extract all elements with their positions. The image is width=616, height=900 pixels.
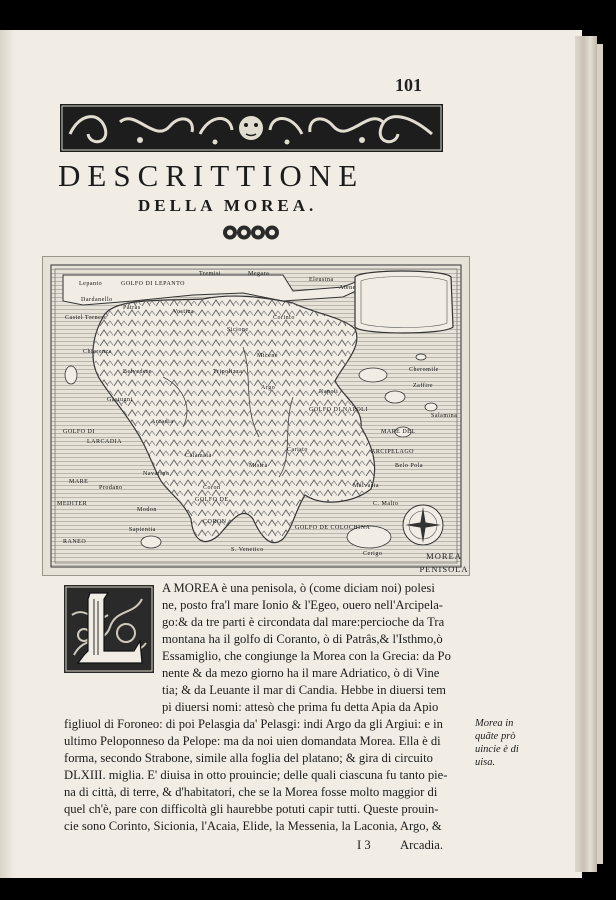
map-label: Sapientia (129, 527, 156, 533)
text-line: figliuol di Foroneo: di poi Pelasgia da' Pelasgi: indi Argo da gli Argiui: e in (64, 717, 443, 731)
map-label: Castel Tornese (65, 315, 108, 321)
map-engraving (42, 256, 470, 576)
map-label: Mistra (249, 463, 268, 469)
map-label: Tripolizza (213, 369, 243, 375)
map-label: Modon (137, 507, 157, 513)
chapter-title: DESCRITTIONE (58, 158, 365, 193)
text-line: tia; & da Leuante il mar di Candia. Hebbe in diuersi tem (162, 683, 446, 697)
margin-note-line: Morea in (475, 718, 514, 729)
map-label: MEDITER (57, 501, 88, 507)
text-line: pi diuersi nomi: attesò che prima fu detta Apia da Apio (162, 700, 439, 714)
map-label: Atene (339, 285, 356, 291)
fleuron-ornament (222, 224, 280, 241)
decorated-initial-L (64, 585, 154, 673)
map-label: Belo Pola (395, 463, 423, 469)
map-label: Napoli (319, 389, 339, 395)
text-line: cie sono Corinto, Sicionia, l'Acaia, Elide, la Messenia, la Laconia, Argo, & (64, 819, 442, 833)
signature-mark: I 3 (357, 838, 371, 852)
gutter-shadow (0, 30, 14, 878)
map-label: S. Venetico (231, 547, 264, 553)
map-label: Navarino (143, 471, 170, 477)
map-label: Caristo (287, 447, 308, 453)
map-label: C. Malio (373, 501, 399, 507)
map-label: ARCIPELAGO (371, 449, 415, 455)
text-line: nente & da mezo giorno ha il mare Adriatico, ò di Vine (162, 666, 440, 680)
map-label: Malvasia (353, 483, 379, 489)
map-label: Vostiza (173, 309, 195, 315)
map-label: Zaffire (413, 383, 434, 389)
text-line: forma, secondo Strabone, simile alla foglia del platano; & gira di circuito (64, 751, 433, 765)
map-label: Salamina (431, 413, 458, 419)
ornamental-headpiece (60, 104, 443, 152)
text-line: quel ch'è, pare con difficoltà gli haurebbe potuti capir tutti. Queste prouin- (64, 802, 439, 816)
map-label: Micene (257, 353, 278, 359)
map-label: GOLFO DI NAPOLI (309, 407, 368, 413)
map-label: Arcadia (151, 419, 174, 425)
map-label: MARE DEL (381, 429, 416, 435)
page-edges (575, 36, 597, 872)
cartouche-line-1: MOREA (426, 551, 462, 561)
map-label: RANEO (63, 539, 87, 545)
map-label: GOLFO DI (63, 429, 95, 435)
map-label: GOLFO DE COLOCHINA (295, 525, 371, 531)
text-line: na di città, di terre, & d'habitatori, che se la Morea fosse molto maggior di (64, 785, 438, 799)
map-label: Sicione (227, 327, 249, 333)
text-line: DLXIII. miglia. E' diuisa in otto prouincie; delle quali ciascuna fu tanto pie- (64, 768, 448, 782)
margin-note (475, 717, 519, 769)
text-line: ne, posto fra'l mare Ionio & l'Egeo, ouero nell'Arcipela- (162, 598, 443, 612)
text-line: A MOREA è una penisola, ò (come diciam noi) polesi (162, 581, 435, 595)
map-label: Tremisi (199, 271, 221, 277)
margin-note-line: uincie è di (475, 744, 519, 755)
map-label: Eleusina (309, 277, 334, 283)
map-label: Coron (203, 485, 221, 491)
map-label: CORON (203, 519, 227, 525)
map-label: Prodano (99, 485, 123, 491)
chapter-subtitle: DELLA MOREA. (138, 196, 318, 215)
map-label: LARCADIA (87, 439, 122, 445)
map-label: Cerigo (363, 551, 383, 557)
text-line: Essamiglio, che congiunge la Morea con la Grecia: da Po (162, 649, 451, 663)
margin-note-line: quãte prò (475, 731, 516, 742)
map-drawing (43, 257, 469, 575)
map-label: Corinto (273, 315, 295, 321)
map-label: Chiarenza (83, 349, 112, 355)
map-label: Megara (248, 271, 270, 277)
page-number: 101 (395, 75, 422, 95)
text-line: montana ha il golfo di Coranto, ò di Patrâs,& l'Isthmo,ò (162, 632, 443, 646)
map-label: Dardanello (81, 297, 113, 303)
catchword: Arcadia. (400, 838, 444, 852)
map-label: Calamata (185, 453, 212, 459)
map-label: Argo (261, 385, 276, 391)
margin-note-line: uisa. (475, 757, 496, 768)
map-label: Cheromile (409, 367, 439, 373)
map-label: Gastugni (107, 397, 133, 403)
map-label: GOLFO DE (195, 497, 229, 503)
page-edges-outer (597, 44, 603, 864)
map-label: MARE (69, 479, 89, 485)
map-label: Patras (123, 305, 141, 311)
text-line: go:& da tre parti è circondata dal mare:percioche da Tra (162, 615, 445, 629)
cartouche-line-2: PENISOLA (419, 564, 469, 574)
text-line: ultimo Peloponneso da Pelope: ma da noi uien domandata Morea. Ella è di (64, 734, 441, 748)
map-label: Belvedere (123, 369, 152, 375)
map-label: Lepanto (79, 281, 103, 287)
map-label: GOLFO DI LEPANTO (121, 281, 186, 287)
